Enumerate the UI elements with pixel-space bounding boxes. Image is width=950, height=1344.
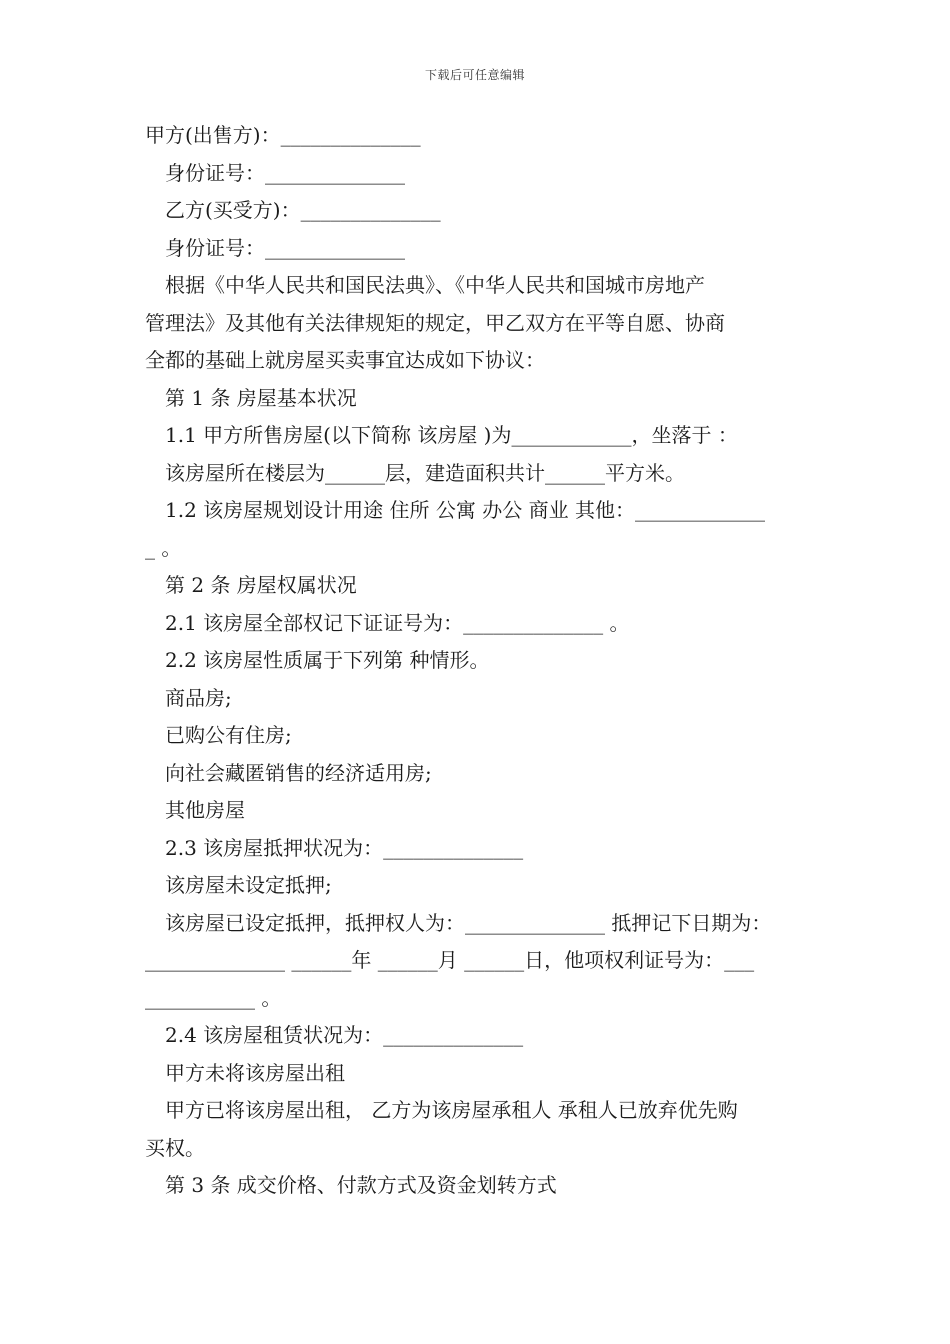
mortgage-date-cont: ___________ 。 <box>145 985 282 1010</box>
seller-id-line: 身份证号：______________ <box>165 160 405 185</box>
option-leased: 甲方已将该房屋出租， 乙方为该房屋承租人 承租人已放弃优先购 <box>165 1098 738 1122</box>
clause-2-4: 2.4 该房屋租赁状况为：______________ <box>165 1023 524 1047</box>
buyer-id-line: 身份证号：______________ <box>165 235 405 260</box>
clause-1-2: 1.2 该房屋规划设计用途 住所 公寓 办公 商业 其他：_____________ <box>165 498 765 522</box>
clause-2-2: 2.2 该房屋性质属于下列第 种情形。 <box>165 648 490 672</box>
option-no-mortgage: 该房屋未设定抵押; <box>165 873 332 897</box>
mortgage-date-line: ______________ ______年 ______月 ______日，他项权利证号为：___ <box>145 948 755 972</box>
clause-2-1: 2.1 该房屋全部权记下证证号为：______________ 。 <box>165 610 630 635</box>
preamble-line: 管理法》及其他有关法律规矩的规定，甲乙双方在平等自愿、协商 <box>145 310 725 335</box>
preamble-line: 全都的基础上就房屋买卖事宜达成如下协议： <box>145 348 545 372</box>
preamble-line: 根据《中华人民共和国民法典》、《中华人民共和国城市房地产 <box>165 273 705 297</box>
option-other-housing: 其他房屋 <box>165 798 245 822</box>
article-3-heading: 第 3 条 成交价格、付款方式及资金划转方式 <box>165 1173 557 1197</box>
clause-1-1-floor: 该房屋所在楼层为______层，建造面积共计______平方米。 <box>165 460 685 485</box>
option-mortgage: 该房屋已设定抵押，抵押权人为：______________ 抵押记下日期为： <box>165 910 772 935</box>
contract-body <box>145 117 815 1205</box>
seller-line: 甲方(出售方)：______________ <box>145 123 421 147</box>
option-affordable-housing: 向社会藏匿销售的经济适用房; <box>165 760 432 785</box>
clause-2-3: 2.3 该房屋抵押状况为：______________ <box>165 835 524 860</box>
article-2-heading: 第 2 条 房屋权属状况 <box>165 573 357 597</box>
option-public-housing: 已购公有住房; <box>165 723 292 747</box>
option-leased-cont: 买权。 <box>145 1135 205 1160</box>
page-header: 下载后可任意编辑 <box>424 68 525 82</box>
article-1-heading: 第 1 条 房屋基本状况 <box>165 385 357 410</box>
clause-1-1: 1.1 甲方所售房屋(以下简称 该房屋 )为____________，坐落于 ： <box>165 423 738 447</box>
buyer-line: 乙方(买受方)：______________ <box>165 198 441 222</box>
clause-1-2-cont: _ 。 <box>145 535 182 560</box>
option-commercial-housing: 商品房; <box>165 685 232 710</box>
option-not-leased: 甲方未将该房屋出租 <box>165 1060 345 1085</box>
